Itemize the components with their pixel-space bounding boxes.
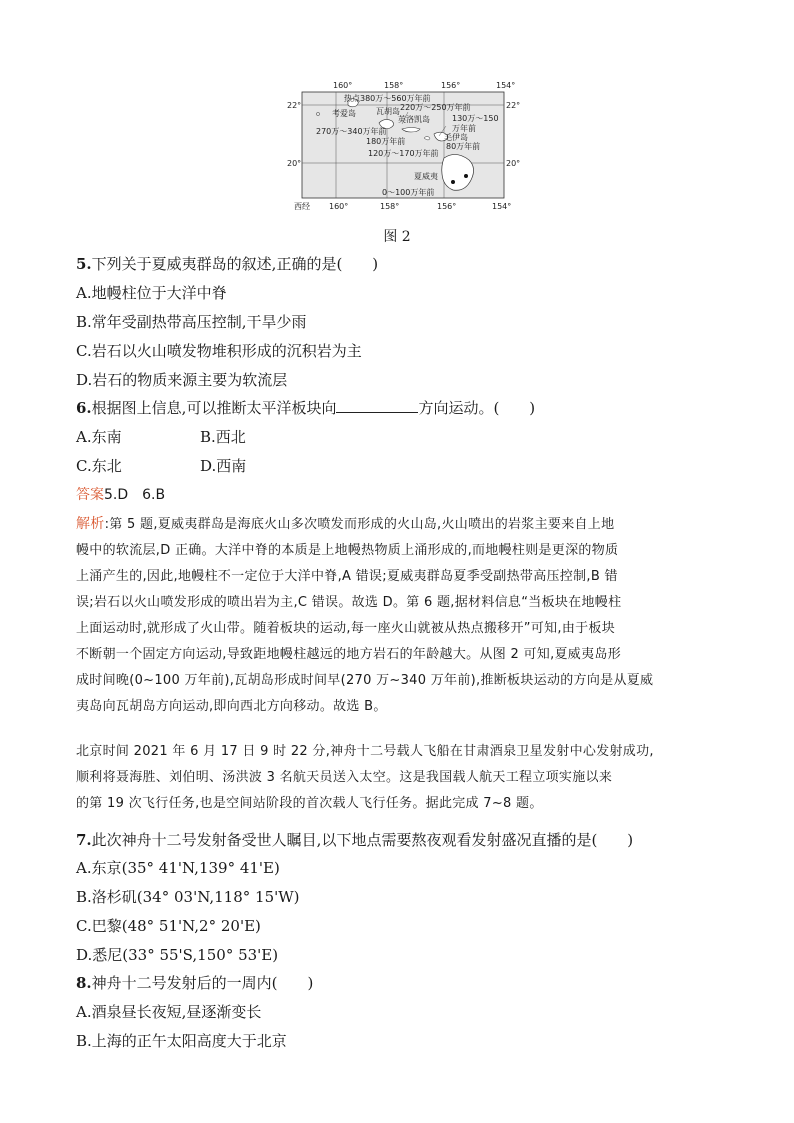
oahu-label: 瓦胡岛 [376,107,400,116]
answer-text: 5.D 6.B [104,487,166,503]
lon-bottom-label: 158° [380,202,400,211]
analysis-line: 成时间晚(0~100 万年前),瓦胡岛形成时间早(270 万~340 万年前),推断板块运动的方向是从夏威 [76,673,654,688]
fill-blank [336,398,418,413]
option-5c: C.岩石以火山喷发物堆积形成的沉积岩为主 [76,342,362,360]
option-6a: A.东南 [76,428,122,446]
option-7c: C.巴黎(48° 51'N,2° 20'E) [76,917,261,935]
material-line: 北京时间 2021 年 6 月 17 日 9 时 22 分,神舟十二号载人飞船在甘肃酒泉卫星发射中心发射成功, [76,744,654,759]
analysis-line: 不断朝一个固定方向运动,导致距地幔柱越远的地方岩石的年龄越大。从图 2 可知,夏威夷岛形 [76,647,622,662]
analysis-line: 上涌产生的,因此,地幔柱不一定位于大洋中脊,A 错误;夏威夷群岛夏季受副热带高压控制,B 错 [76,569,618,584]
question-5 [76,254,378,274]
lat-right-label: 20° [506,159,521,168]
option-8b: B.上海的正午太阳高度大于北京 [76,1032,287,1050]
a0-label: 0～100万年前 [382,188,435,197]
a180-label: 180万年前 [366,137,406,146]
question-7 [76,830,633,850]
question-8 [76,973,313,993]
question-number: 6. [76,399,92,417]
option-6d: D.西南 [200,457,247,475]
option-8a: A.酒泉昼长夜短,昼逐渐变长 [76,1003,262,1021]
a120-label: 120万～170万年前 [368,149,439,158]
hawaii-label: 夏威夷 [414,172,438,181]
material-line: 顺利将聂海胜、刘伯明、汤洪波 3 名航天员送入太空。这是我国载人航天工程立项实施以来 [76,770,613,785]
wannian-label: 万年前 [452,124,476,133]
option-6b: B.西北 [200,428,246,446]
lon-top-label: 160° [333,81,353,90]
question-stem: 下列关于夏威夷群岛的叙述,正确的是( ) [91,255,379,273]
answer-label: 答案 [76,487,104,503]
option-7b: B.洛杉矶(34° 03'N,118° 15'W) [76,888,300,906]
kauai-label: 考爱岛 [332,109,356,118]
a80-label: 80万年前 [446,142,481,151]
a270-label: 270万～340万年前 [316,127,387,136]
question-number: 5. [76,255,92,273]
hotspot-label: 热点380万～560万年前 [344,94,431,103]
figure-caption: 图 2 [383,229,411,245]
question-stem-part2: 方向运动。( ) [418,399,536,417]
answer-row [76,485,165,505]
lon-bottom-label: 154° [492,202,512,211]
volcano-dot-2 [464,174,468,178]
analysis-line: 夷岛向瓦胡岛方向运动,即向西北方向移动。故选 B。 [76,699,387,714]
volcano-dot-1 [451,180,455,184]
lon-bottom-label: 西经 [294,202,310,211]
option-5b: B.常年受副热带高压控制,干旱少雨 [76,313,307,331]
option-5d: D.岩石的物质来源主要为软流层 [76,371,288,389]
question-number: 8. [76,974,92,992]
lon-top-label: 158° [384,81,404,90]
analysis-label: 解析 [76,516,105,532]
option-7d: D.悉尼(33° 55'S,150° 53'E) [76,946,279,964]
lat-right-label: 22° [506,101,521,110]
a220-label: 220万～250万年前 [400,103,471,112]
option-6c: C.东北 [76,457,122,475]
question-number: 7. [76,831,92,849]
analysis-block [76,511,726,720]
question-stem: 神舟十二号发射后的一周内( ) [91,974,314,992]
map-svg [284,78,524,216]
material-block [76,739,726,817]
hawaii-hotspot-map [284,78,524,216]
lon-top-label: 154° [496,81,516,90]
a130-label: 130万～150 [452,114,499,123]
lon-bottom-label: 156° [437,202,457,211]
maui-label: 毛伊岛 [444,133,468,142]
question-6 [76,398,535,418]
lat-left-label: 22° [287,101,302,110]
lon-top-label: 156° [441,81,461,90]
lon-bottom-label: 160° [329,202,349,211]
analysis-line: 误;岩石以火山喷发形成的喷出岩为主,C 错误。故选 D。第 6 题,据材料信息“当板块在地幔柱 [76,595,622,610]
analysis-text: :第 5 题,夏威夷群岛是海底火山多次喷发而形成的火山岛,火山喷出的岩浆主要来自上地 [104,517,615,532]
question-stem: 此次神舟十二号发射备受世人瞩目,以下地点需要熬夜观看发射盛况直播的是( ) [91,831,634,849]
lat-left-label: 20° [287,159,302,168]
question-stem-part1: 根据图上信息,可以推断太平洋板块向 [91,399,337,417]
option-7a: A.东京(35° 41'N,139° 41'E) [76,859,280,877]
analysis-line: 上面运动时,就形成了火山带。随着板块的运动,每一座火山就被从热点搬移开”可知,由于板块 [76,621,616,636]
molokai-label: 英洛凯岛 [398,115,430,124]
material-line: 的第 19 次飞行任务,也是空间站阶段的首次载人飞行任务。据此完成 7~8 题。 [76,796,543,811]
analysis-line: 幔中的软流层,D 正确。大洋中脊的本质是上地幔热物质上涌形成的,而地幔柱则是更深的物质 [76,543,619,558]
analysis-line [76,511,726,538]
option-5a: A.地幔柱位于大洋中脊 [76,284,227,302]
